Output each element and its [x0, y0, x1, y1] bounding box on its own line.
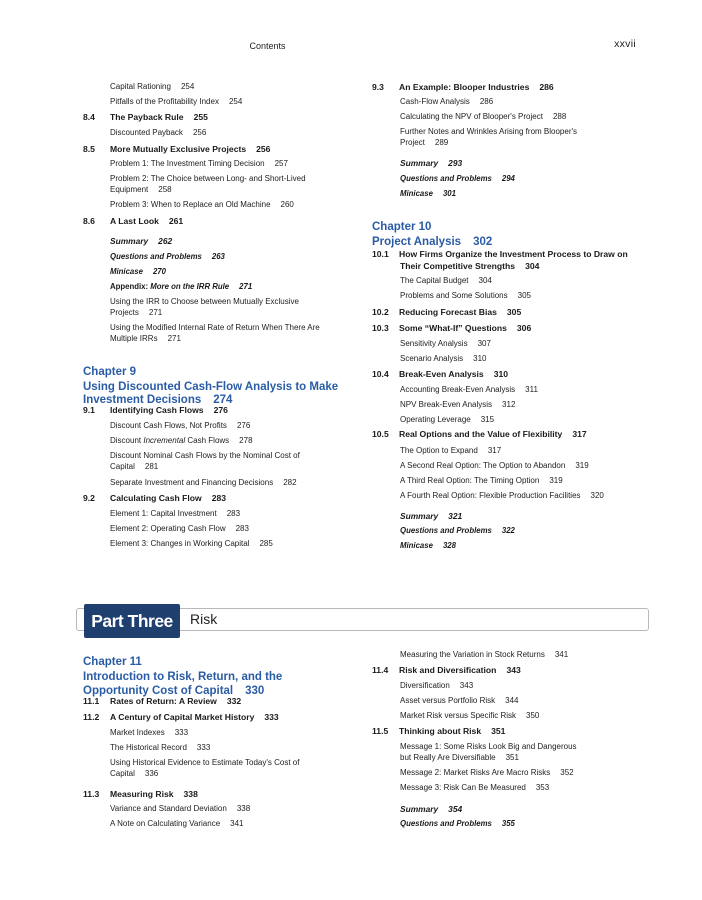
- toc-subsection: [110, 436, 253, 445]
- toc-section: [83, 493, 226, 503]
- entry-title: The Capital Budget: [400, 276, 469, 285]
- entry-page: 354: [448, 804, 463, 814]
- section-number: 10.5: [372, 429, 389, 439]
- toc-subsection: [400, 385, 538, 394]
- toc-subsection: [110, 451, 300, 460]
- toc-section: [83, 405, 228, 415]
- entry-page: 276: [236, 421, 251, 430]
- toc-subsection: [400, 291, 531, 300]
- entry-title: Problem 3: When to Replace an Old Machine: [110, 200, 271, 209]
- toc-back-matter: [400, 511, 462, 521]
- toc-back-matter: [400, 158, 462, 168]
- entry-title: NPV Break-Even Analysis: [400, 400, 493, 409]
- entry-page: 341: [554, 650, 569, 659]
- toc-subsection: [110, 728, 188, 737]
- entry-title: A Third Real Option: The Timing Option: [400, 476, 540, 485]
- toc-section-continued: [400, 261, 539, 271]
- entry-title: Minicase: [400, 189, 433, 198]
- toc-subsection: [110, 743, 210, 752]
- toc-subsection: [400, 491, 604, 500]
- appendix-label: Appendix:: [110, 282, 151, 291]
- entry-title: Summary: [400, 511, 439, 521]
- part-label: Part Three: [84, 604, 180, 638]
- entry-title: Discount Cash Flows, Not Profits: [110, 421, 227, 430]
- toc-subsection: [400, 97, 493, 106]
- entry-title: Using the Modified Internal Rate of Return When There Are: [110, 323, 320, 332]
- entry-title: Element 2: Operating Cash Flow: [110, 524, 226, 533]
- entry-page: 328: [442, 541, 456, 550]
- toc-back-matter: [400, 526, 515, 535]
- chapter-11-title-line1: Introduction to Risk, Return, and the: [83, 671, 283, 683]
- entry-page: 260: [280, 200, 294, 209]
- toc-subsection: [110, 159, 288, 168]
- entry-title: Discount Nominal Cash Flows by the Nominal Cost of: [110, 451, 300, 460]
- toc-subsection: [110, 524, 249, 533]
- toc-section: [372, 249, 628, 259]
- section-title: An Example: Blooper Industries: [399, 82, 530, 92]
- toc-subsection: [400, 112, 566, 121]
- entry-page: 317: [487, 446, 502, 455]
- entry-page: 333: [174, 728, 189, 737]
- section-number: 10.3: [372, 323, 389, 333]
- toc-subsection: [110, 185, 172, 194]
- entry-page: 350: [526, 711, 540, 720]
- toc-subsection: [110, 509, 240, 518]
- entry-title: Questions and Problems: [400, 174, 492, 183]
- entry-title: Asset versus Portfolio Risk: [400, 696, 496, 705]
- entry-page: 304: [478, 276, 492, 285]
- entry-page: 310: [473, 354, 487, 363]
- entry-title: Equipment: [110, 185, 149, 194]
- toc-back-matter: [110, 252, 225, 261]
- section-title: Some “What-If” Questions: [399, 323, 507, 333]
- toc-section: [372, 665, 521, 675]
- section-title: Rates of Return: A Review: [110, 696, 217, 706]
- section-number: 11.3: [83, 789, 100, 799]
- entry-page: 306: [516, 323, 532, 333]
- entry-page: 254: [180, 82, 195, 91]
- entry-page: 355: [501, 819, 515, 828]
- toc-back-matter: [110, 236, 172, 246]
- entry-title: Element 1: Capital Investment: [110, 509, 217, 518]
- entry-page: 271: [239, 282, 253, 291]
- entry-title: Measuring the Variation in Stock Returns: [400, 650, 545, 659]
- entry-title: Summary: [400, 804, 439, 814]
- entry-title: Capital: [110, 462, 135, 471]
- entry-title: A Second Real Option: The Option to Abandon: [400, 461, 566, 470]
- entry-page: 257: [274, 159, 288, 168]
- entry-page: 320: [590, 491, 604, 500]
- entry-title: The Historical Record: [110, 743, 187, 752]
- toc-subsection: [400, 339, 491, 348]
- entry-title: Problem 1: The Investment Timing Decision: [110, 159, 265, 168]
- toc-subsection: [110, 128, 206, 137]
- entry-title: Summary: [400, 158, 439, 168]
- section-title: Measuring Risk: [110, 789, 174, 799]
- section-number: 8.5: [83, 144, 95, 154]
- section-title: More Mutually Exclusive Projects: [110, 144, 247, 154]
- entry-page: 341: [230, 819, 244, 828]
- entry-title: Capital Rationing: [110, 82, 171, 91]
- entry-title: Message 3: Risk Can Be Measured: [400, 783, 526, 792]
- toc-subsection: [110, 421, 250, 430]
- entry-page: 310: [493, 369, 509, 379]
- toc-section: [83, 712, 279, 722]
- section-number: 10.4: [372, 369, 389, 379]
- entry-page: 271: [167, 334, 181, 343]
- entry-title: Discounted Payback: [110, 128, 183, 137]
- section-number: 8.4: [83, 112, 95, 122]
- section-number: 8.6: [83, 216, 95, 226]
- toc-subsection: [110, 82, 194, 91]
- section-title: A Last Look: [110, 216, 159, 226]
- entry-page: 301: [442, 189, 456, 198]
- entry-title-rest: Cash Flows: [185, 436, 230, 445]
- chapter-9-page: 274: [213, 394, 233, 406]
- toc-section: [372, 429, 587, 439]
- entry-page: 294: [501, 174, 515, 183]
- entry-page: 263: [211, 252, 225, 261]
- entry-title: Capital: [110, 769, 135, 778]
- entry-page: 286: [539, 82, 554, 92]
- toc-back-matter: [110, 282, 252, 291]
- entry-page: 317: [572, 429, 587, 439]
- toc-subsection: [400, 127, 577, 136]
- entry-page: 281: [144, 462, 159, 471]
- toc-back-matter: [400, 804, 462, 814]
- toc-section: [372, 307, 521, 317]
- toc-section: [83, 789, 198, 799]
- entry-title: Further Notes and Wrinkles Arising from Blooper's: [400, 127, 578, 136]
- entry-page: 304: [525, 261, 540, 271]
- entry-page: 271: [148, 308, 163, 317]
- toc-subsection: [400, 696, 519, 705]
- entry-page: 321: [448, 511, 463, 521]
- entry-title: Multiple IRRs: [110, 334, 158, 343]
- toc-subsection: [400, 650, 568, 659]
- toc-subsection: [400, 768, 574, 777]
- entry-title: Cash-Flow Analysis: [400, 97, 470, 106]
- entry-title: Message 2: Market Risks Are Macro Risks: [400, 768, 551, 777]
- entry-title-emphasis: Incremental: [143, 436, 186, 445]
- entry-title: Sensitivity Analysis: [400, 339, 468, 348]
- entry-title: Message 1: Some Risks Look Big and Dangerous: [400, 742, 577, 751]
- entry-page: 352: [560, 768, 574, 777]
- chapter-10-title: Project Analysis 302: [372, 236, 493, 248]
- toc-section: [83, 216, 183, 226]
- section-number: 9.2: [83, 493, 95, 503]
- toc-subsection: [400, 354, 487, 363]
- entry-title: Using Historical Evidence to Estimate Today's Cost of: [110, 758, 300, 767]
- entry-page: 332: [226, 696, 242, 706]
- entry-page: 336: [144, 769, 159, 778]
- toc-subsection: [110, 804, 250, 813]
- toc-section: [372, 369, 508, 379]
- section-title: Reducing Forecast Bias: [399, 307, 497, 317]
- entry-page: 254: [228, 97, 243, 106]
- entry-title: Discount: [110, 436, 144, 445]
- section-number: 10.2: [372, 307, 389, 317]
- toc-section: [372, 323, 531, 333]
- entry-page: 256: [192, 128, 207, 137]
- section-number: 11.2: [83, 712, 100, 722]
- toc-subsection: [110, 334, 181, 343]
- chapter-9-label: Chapter 9: [83, 366, 137, 378]
- entry-title: Problem 2: The Choice between Long- and Short-Lived: [110, 174, 306, 183]
- entry-title: Pitfalls of the Profitability Index: [110, 97, 219, 106]
- entry-page: 258: [158, 185, 172, 194]
- entry-page: 344: [505, 696, 519, 705]
- section-number: 9.1: [83, 405, 95, 415]
- chapter-9-title-line2: Investment Decisions 274: [83, 394, 233, 406]
- section-number: 10.1: [372, 249, 389, 259]
- toc-subsection: [110, 297, 299, 306]
- entry-title: The Option to Expand: [400, 446, 478, 455]
- toc-section: [83, 696, 241, 706]
- toc-subsection: [110, 308, 162, 317]
- entry-title: Accounting Break-Even Analysis: [400, 385, 516, 394]
- entry-title: Project: [400, 138, 425, 147]
- toc-subsection: [400, 138, 448, 147]
- entry-page: 315: [480, 415, 495, 424]
- section-title: Identifying Cash Flows: [110, 405, 204, 415]
- toc-subsection: [110, 323, 320, 332]
- entry-title: Questions and Problems: [110, 252, 202, 261]
- entry-page: 276: [213, 405, 228, 415]
- entry-page: 333: [264, 712, 279, 722]
- toc-subsection: [400, 753, 519, 762]
- entry-page: 319: [549, 476, 563, 485]
- entry-page: 305: [506, 307, 522, 317]
- toc-subsection: [110, 478, 297, 487]
- entry-title: Variance and Standard Deviation: [110, 804, 227, 813]
- entry-page: 283: [211, 493, 227, 503]
- entry-title: Projects: [110, 308, 139, 317]
- toc-subsection: [400, 446, 501, 455]
- toc-subsection: [400, 276, 492, 285]
- toc-subsection: [400, 783, 549, 792]
- toc-section: [83, 144, 270, 154]
- entry-title: Separate Investment and Financing Decisions: [110, 478, 274, 487]
- entry-page: 288: [552, 112, 567, 121]
- entry-page: 282: [283, 478, 297, 487]
- entry-title: Questions and Problems: [400, 819, 492, 828]
- toc-section: [372, 726, 505, 736]
- running-header-title: Contents: [249, 41, 286, 51]
- toc-subsection: [110, 539, 273, 548]
- toc-subsection: [110, 462, 158, 471]
- entry-page: 351: [491, 726, 506, 736]
- chapter-10-page: 302: [473, 236, 493, 248]
- entry-page: 262: [158, 236, 173, 246]
- toc-section: [372, 82, 554, 92]
- entry-title: Questions and Problems: [400, 526, 492, 535]
- entry-page: 256: [256, 144, 271, 154]
- entry-page: 338: [236, 804, 251, 813]
- appendix-title: More on the IRR Rule: [150, 282, 230, 291]
- toc-subsection: [400, 400, 515, 409]
- toc-subsection: [400, 415, 494, 424]
- entry-page: 338: [183, 789, 198, 799]
- entry-page: 333: [196, 743, 211, 752]
- chapter-10-label: Chapter 10: [372, 221, 432, 233]
- toc-subsection: [110, 769, 158, 778]
- toc-back-matter: [400, 174, 515, 183]
- toc-subsection: [110, 174, 306, 183]
- entry-page: 255: [193, 112, 208, 122]
- toc-back-matter: [400, 819, 515, 828]
- entry-title: Diversification: [400, 681, 450, 690]
- chapter-11-page: 330: [245, 685, 265, 697]
- entry-page: 283: [226, 509, 241, 518]
- entry-title: A Fourth Real Option: Flexible Production Facilities: [400, 491, 581, 500]
- toc-back-matter: [110, 267, 166, 276]
- toc-back-matter: [400, 541, 456, 550]
- entry-page: 286: [479, 97, 494, 106]
- section-number: 11.4: [372, 665, 389, 675]
- toc-subsection: [400, 681, 473, 690]
- entry-page: 351: [505, 753, 519, 762]
- toc-subsection: [110, 758, 299, 767]
- page-number: xxvii: [614, 38, 636, 50]
- entry-page: 305: [517, 291, 531, 300]
- toc-subsection: [400, 461, 589, 470]
- entry-title: Summary: [110, 236, 149, 246]
- entry-page: 353: [535, 783, 550, 792]
- section-title: How Firms Organize the Investment Process to Draw on: [399, 249, 628, 259]
- entry-page: 312: [502, 400, 516, 409]
- toc-subsection: [110, 200, 294, 209]
- entry-page: 285: [259, 539, 273, 548]
- section-title: A Century of Capital Market History: [110, 712, 255, 722]
- toc-subsection: [400, 742, 577, 751]
- part-title: Risk: [190, 611, 218, 627]
- section-title: The Payback Rule: [110, 112, 184, 122]
- chapter-9-title-line1: Using Discounted Cash-Flow Analysis to Make: [83, 381, 339, 393]
- entry-page: 311: [525, 385, 538, 394]
- entry-page: 343: [459, 681, 474, 690]
- entry-title: Using the IRR to Choose between Mutually Exclusive: [110, 297, 299, 306]
- entry-page: 307: [477, 339, 491, 348]
- section-number: 9.3: [372, 82, 384, 92]
- section-title: Break-Even Analysis: [399, 369, 484, 379]
- entry-page: 270: [152, 267, 166, 276]
- entry-page: 261: [168, 216, 184, 226]
- section-title: Real Options and the Value of Flexibility: [399, 429, 563, 439]
- toc-section: [83, 112, 208, 122]
- entry-title: A Note on Calculating Variance: [110, 819, 221, 828]
- entry-title: Element 3: Changes in Working Capital: [110, 539, 250, 548]
- toc-subsection: [400, 711, 539, 720]
- section-title: Calculating Cash Flow: [110, 493, 202, 503]
- entry-page: 293: [448, 158, 463, 168]
- entry-page: 283: [235, 524, 249, 533]
- toc-subsection: [400, 476, 563, 485]
- chapter-11-label: Chapter 11: [83, 656, 142, 668]
- section-title: Thinking about Risk: [399, 726, 482, 736]
- entry-title: Operating Leverage: [400, 415, 471, 424]
- entry-title: Problems and Some Solutions: [400, 291, 508, 300]
- toc-back-matter: [400, 189, 456, 198]
- section-title: Risk and Diversification: [399, 665, 497, 675]
- entry-page: 319: [575, 461, 589, 470]
- section-title: Their Competitive Strengths: [400, 261, 516, 271]
- entry-page: 278: [239, 436, 253, 445]
- entry-title: Minicase: [400, 541, 433, 550]
- section-number: 11.1: [83, 696, 100, 706]
- toc-subsection: [110, 97, 242, 106]
- chapter-11-title-line2: Opportunity Cost of Capital 330: [83, 685, 265, 697]
- entry-page: 289: [434, 138, 449, 147]
- entry-page: 343: [506, 665, 521, 675]
- section-number: 11.5: [372, 726, 389, 736]
- entry-title: Minicase: [110, 267, 143, 276]
- entry-title: Market Risk versus Specific Risk: [400, 711, 517, 720]
- toc-subsection: [110, 819, 244, 828]
- entry-title: Calculating the NPV of Blooper's Project: [400, 112, 543, 121]
- entry-title: but Really Are Diversifiable: [400, 753, 496, 762]
- entry-title: Market Indexes: [110, 728, 165, 737]
- entry-title: Scenario Analysis: [400, 354, 464, 363]
- entry-page: 322: [501, 526, 515, 535]
